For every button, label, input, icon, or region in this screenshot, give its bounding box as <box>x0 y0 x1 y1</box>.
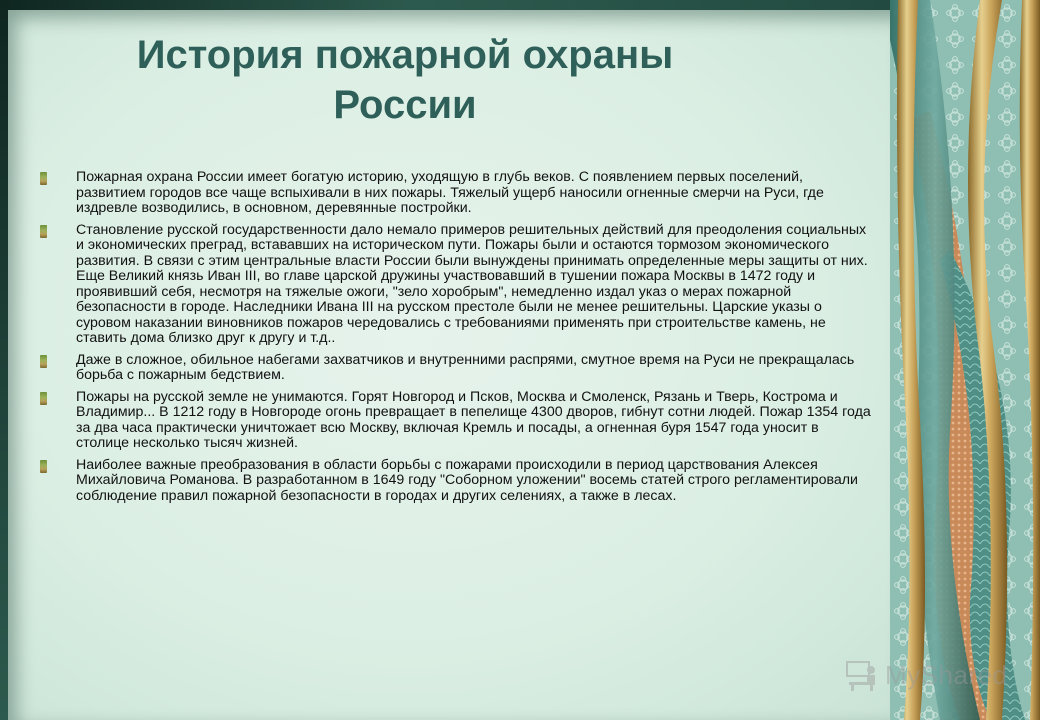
watermark-text: MyShared <box>885 659 1008 690</box>
list-item <box>40 223 875 347</box>
list-item <box>40 170 875 217</box>
watermark <box>845 655 1008 695</box>
bullet-list <box>40 170 875 510</box>
teacher-at-desk-icon <box>845 658 879 692</box>
bullet-text: Пожарная охрана России имеет богатую историю, уходящую в глубь веков. С появлением первых поселений, развитием городов все чаще вспыхивали в них пожары. Тяжелый ущерб наносили огненные смерчи на Руси, где издревле возводились, в основном, деревянные постройки. <box>76 169 824 216</box>
list-item <box>40 353 875 384</box>
bullet-text: Даже в сложное, обильное набегами захватчиков и внутренними распрями, смутное время на Руси не прекращалась борьба с пожарным бедствием. <box>76 351 855 383</box>
bullet-text: Пожары на русской земле не унимаются. Горят Новгород и Псков, Москва и Смоленск, Рязань и Тверь, Кострома и Владимир... В 1212 году в Новгороде огонь превращает в пепелище 4300 дворов, гибнут сотни людей. Пожар 1354 года за два часа практически уничтожает всю Москву, включая Кремль и посады, а огненная буря 1547 года уносит в столице несколько тысяч жизней. <box>76 388 871 451</box>
frame-left <box>0 0 8 720</box>
bullet-marker-icon <box>40 392 47 405</box>
decorative-ribbon-band <box>890 0 1040 720</box>
list-item <box>40 458 875 505</box>
bullet-marker-icon <box>40 172 47 185</box>
bullet-marker-icon <box>40 460 47 473</box>
bullet-marker-icon <box>40 355 47 368</box>
bullet-marker-icon <box>40 225 47 238</box>
list-item <box>40 390 875 452</box>
bullet-text: Становление русской государственности дало немало примеров решительных действий для преодоления социальных и экономических преград, встававших на историческом пути. Пожары были и остаются тормозом экономического развития. В связи с этим центральные власти России были вынуждены принимать определенные меры защиты от них. Еще Великий князь Иван III, во главе царской дружины участвовавший в тушении пожара Москвы в 1472 году и проявивший себя, несмотря на тяжелые ожоги, "зело хоробрым", немедленно издал указ о мерах пожарной безопасности в городе. Наследники Ивана III на русском престоле были не менее решительны. Царские указы о суровом наказании виновников пожаров чередовались с требованиями применять при строительстве камень, не ставить дома близко друг к другу и т.д.. <box>76 221 868 346</box>
bullet-text: Наиболее важные преобразования в области борьбы с пожарами происходили в период царствования Алексея Михайловича Романова. В разработанном в 1649 году "Соборном уложении" восемь статей строго регламентировали соблюдение правил пожарной безопасности в городах и других селениях, а также в лесах. <box>76 456 858 504</box>
page-title: История пожарной охраны России <box>136 33 674 127</box>
frame-top <box>0 0 1040 10</box>
